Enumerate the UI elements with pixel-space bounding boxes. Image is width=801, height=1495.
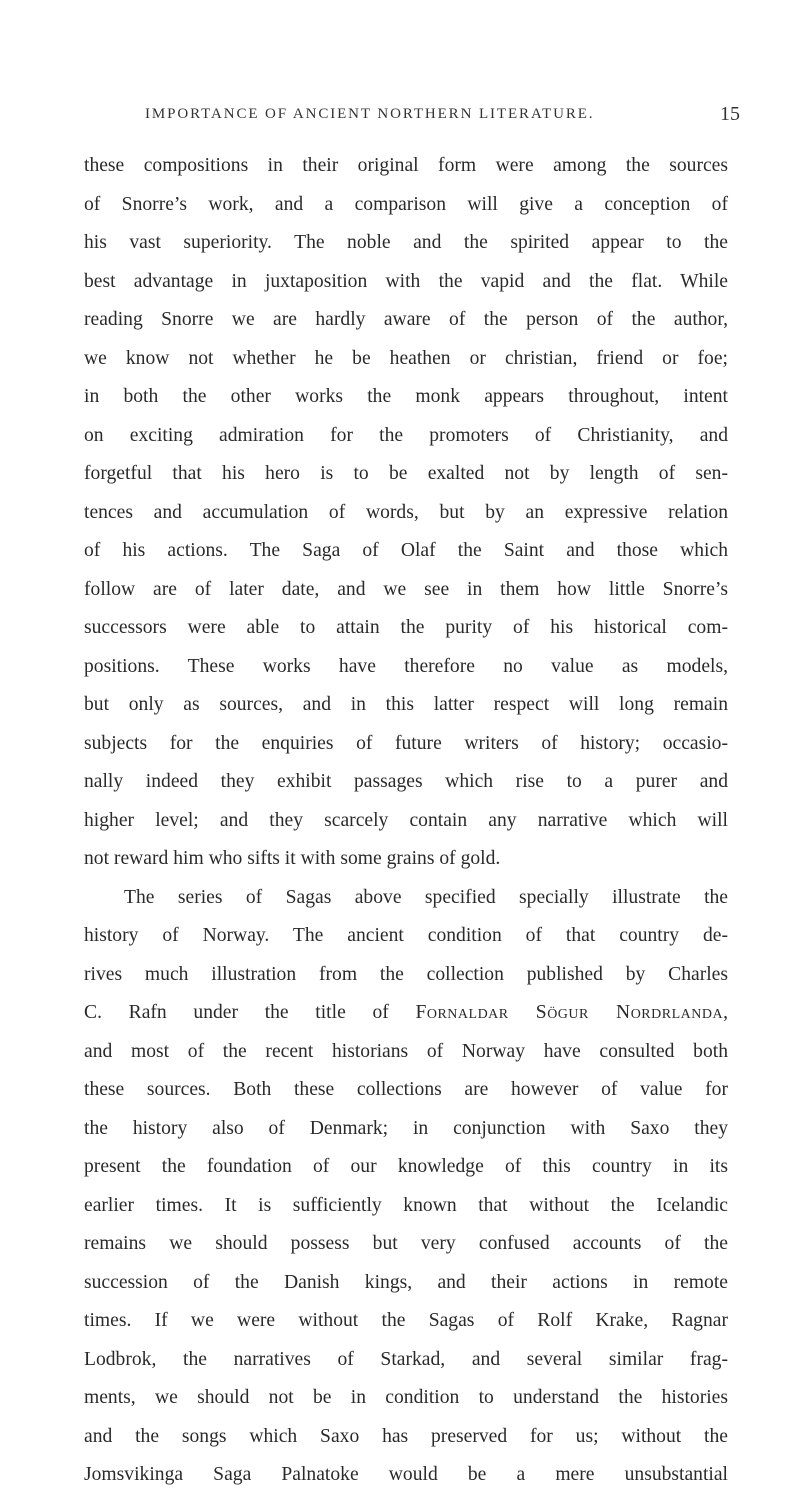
text-line: of Snorre’s work, and a comparison will give a conception of (84, 193, 728, 215)
text-line-with-title (84, 994, 728, 1033)
text-line: rives much illustration from the collection published by Charles (84, 963, 728, 985)
text-line: in both the other works the monk appears throughout, intent (84, 386, 728, 407)
text-line: his vast superiority. The noble and the spirited appear to the (84, 232, 728, 253)
text-line: we know not whether he be heathen or christian, friend or foe; (84, 347, 728, 369)
paragraph-start-line: The series of Sagas above specified specially illustrate the (124, 886, 728, 908)
text-line: successors were able to attain the purity of his historical com- (84, 617, 728, 638)
text-line: and most of the recent historians of Norway have consulted both (84, 1040, 728, 1062)
text-line: history of Norway. The ancient condition of that country de- (84, 925, 728, 946)
book-title-smallcaps: Fornaldar Sögur Nordrlanda (415, 1002, 724, 1023)
text-line: forgetful that his hero is to be exalted not by length of sen- (84, 463, 728, 484)
text-line: of his actions. The Saga of Olaf the Saint and those which (84, 540, 728, 561)
line-text-after: , (723, 1002, 728, 1023)
text-line: nally indeed they exhibit passages which rise to a purer and (84, 771, 728, 792)
text-line: present the foundation of our knowledge of this country in its (84, 1156, 728, 1177)
text-line: higher level; and they scarcely contain any narrative which will (84, 809, 728, 831)
text-line: and the songs which Saxo has preserved for us; without the (84, 1425, 728, 1447)
text-line: these compositions in their original form were among the sources (84, 155, 728, 176)
text-line: the history also of Denmark; in conjunction with Saxo they (84, 1117, 728, 1139)
line-text-before: C. Rafn under the title of (84, 1002, 416, 1023)
text-line: positions. These works have therefore no value as models, (84, 655, 728, 677)
text-line: on exciting admiration for the promoters of Christianity, and (84, 424, 728, 446)
text-line: succession of the Danish kings, and their actions in remote (84, 1271, 728, 1293)
text-line: subjects for the enquiries of future writers of history; occasio- (84, 732, 728, 754)
running-title: IMPORTANCE OF ANCIENT NORTHERN LITERATURE. (145, 106, 595, 122)
text-line: remains we should possess but very confused accounts of the (84, 1233, 728, 1254)
text-line: reading Snorre we are hardly aware of the person of the author, (84, 309, 728, 330)
page-number: 15 (720, 103, 740, 125)
text-line: best advantage in juxtaposition with the vapid and the flat. While (84, 270, 728, 292)
text-line: Lodbrok, the narratives of Starkad, and several similar frag- (84, 1348, 728, 1370)
text-line: Jomsvikinga Saga Palnatoke would be a mere unsubstantial (84, 1464, 728, 1485)
text-line: these sources. Both these collections are however of value for (84, 1079, 728, 1100)
text-line: but only as sources, and in this latter respect will long remain (84, 694, 728, 715)
running-head (60, 103, 740, 130)
text-line: ments, we should not be in condition to understand the histories (84, 1387, 728, 1408)
body-text (84, 147, 728, 1495)
text-line: tences and accumulation of words, but by an expressive relation (84, 501, 728, 523)
text-line: earlier times. It is sufficiently known that without the Icelandic (84, 1194, 728, 1216)
text-line: not reward him who sifts it with some grains of gold. (84, 848, 501, 869)
text-line: follow are of later date, and we see in them how little Snorre’s (84, 578, 728, 600)
text-line: times. If we were without the Sagas of Rolf Krake, Ragnar (84, 1310, 728, 1331)
